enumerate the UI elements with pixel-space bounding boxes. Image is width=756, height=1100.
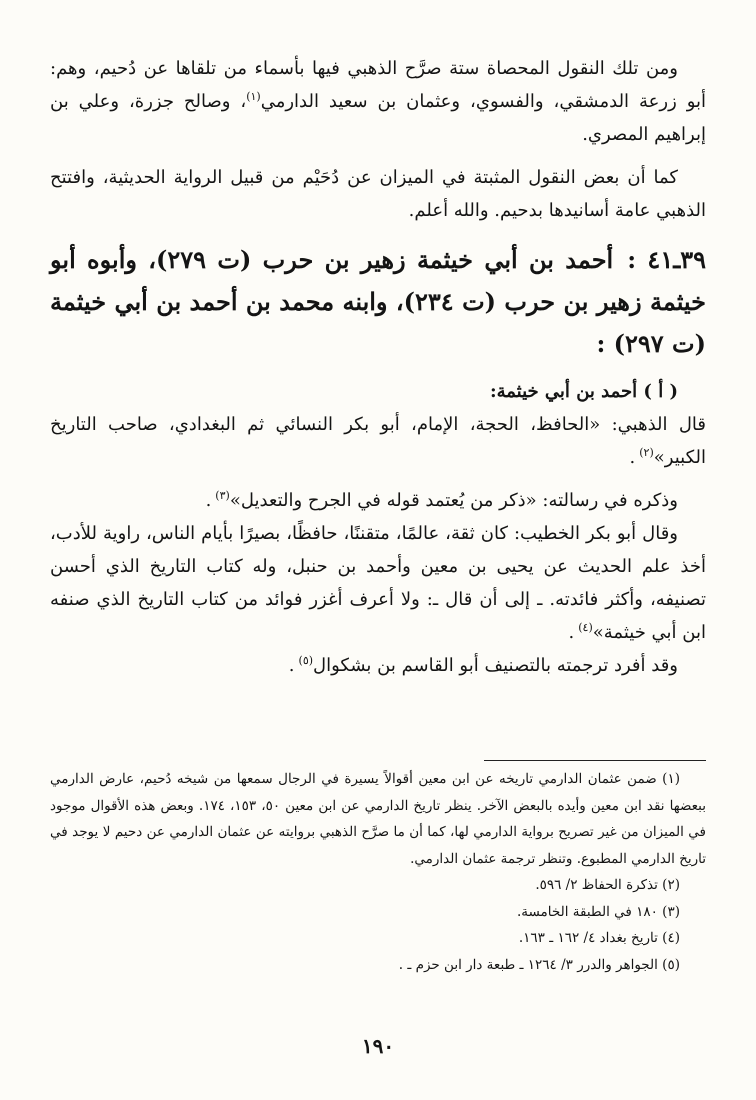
paragraph-tail: . [629, 447, 636, 468]
paragraph: كما أن بعض النقول المثبتة في الميزان عن دُحَيْم من قبيل الرواية الحديثية، وافتتح الذهبي عامة أسانيدها بدحيم. والله أعلم. [50, 167, 706, 221]
footnotes [50, 766, 706, 978]
quote-text: وذكره في رسالته: «ذكر من يُعتمد قوله في الجرح والتعديل» [229, 490, 678, 511]
footnote: (٣) ١٨٠ في الطبقة الخامسة. [516, 903, 680, 920]
section-number: ٣٩ـ٤١ : [627, 245, 707, 274]
footnote-ref: (١) [246, 90, 261, 103]
page-number: ١٩٠ [361, 1034, 395, 1058]
footnote: (١) ضمن عثمان الدارمي تاريخه عن ابن معين أقوالاً يسيرة في الرجال سمعها من شيخه دُحيم، عارض الدارمي ببعضها نقد ابن معين وأيده بالبعض الآخر. ينظر تاريخ الدارمي عن ابن معين ٥٠، ١٥٣، ١٧٤. وبعض هذه الأقوال موجود في الميزان من غير تصريح برواية الدارمي لها، كما أن ما صرَّح الذهبي بروايته عن عثمان الدارمي عن دحيم لا يوجد في تاريخ الدارمي المطبوع. وتنظر ترجمة عثمان الدارمي. [50, 771, 706, 867]
footnote-ref: (٢) [639, 446, 654, 459]
paragraph-tail: . [568, 622, 575, 643]
subsection-heading: ( أ ) أحمد بن أبي خيثمة: [489, 381, 678, 402]
paragraph-tail: . [205, 490, 212, 511]
footnote: (٥) الجواهر والدرر ٣/ ١٢٦٤ ـ طبعة دار ابن حزم ـ . [398, 956, 680, 973]
paragraph-tail: . [288, 655, 295, 676]
footnote-ref: (٤) [578, 621, 593, 634]
quote-text: وقد أفرد ترجمته بالتصنيف أبو القاسم بن بشكوال [313, 655, 678, 676]
quote-text: وقال أبو بكر الخطيب: كان ثقة، عالمًا، متقننًا، حافظًا، بصيرًا بأيام الناس، راوية للأدب، أخذ علم الحديث عن يحيى بن معين وأحمد بن حنبل، وله كتاب التاريخ الذي أحسن تصنيفه، وأكثر فائدته. ـ إلى أن قال ـ: ولا أعرف أغزر فوائد من كتاب التاريخ الذي صنفه ابن أبي خيثمة» [50, 523, 706, 643]
paragraph-text: ومن تلك النقول المحصاة ستة صرَّح الذهبي فيها بأسماء من تلقاها عن دُحيم، وهم: أبو زرعة الدمشقي، والفسوي، وعثمان بن سعيد الدارمي [50, 58, 707, 112]
paragraph-tail: ، وصالح جزرة، وعلي بن إبراهيم المصري. [50, 91, 706, 145]
paragraph [50, 408, 706, 474]
footnote-ref: (٣) [215, 489, 230, 502]
section-title: أحمد بن أبي خيثمة زهير بن حرب (ت ٢٧٩)، وأبوه أبو خيثمة زهير بن حرب (ت ٢٣٤)، وابنه محمد بن أحمد بن أبي خيثمة (ت ٢٩٧) : [50, 245, 707, 358]
paragraph [50, 649, 706, 682]
paragraph [50, 484, 706, 517]
footnote: (٤) تاريخ بغداد ٤/ ١٦٢ ـ ١٦٣. [518, 930, 680, 946]
quote-text: قال الذهبي: «الحافظ، الحجة، الإمام، أبو بكر النسائي ثم البغدادي، صاحب التاريخ الكبير» [50, 414, 706, 468]
footnote-divider [484, 760, 706, 761]
paragraph [50, 517, 706, 649]
footnote: (٢) تذكرة الحفاظ ٢/ ٥٩٦. [535, 877, 680, 893]
footnote-ref: (٥) [298, 654, 314, 667]
section-heading [50, 239, 706, 365]
paragraph [50, 52, 706, 151]
main-text [50, 52, 706, 682]
